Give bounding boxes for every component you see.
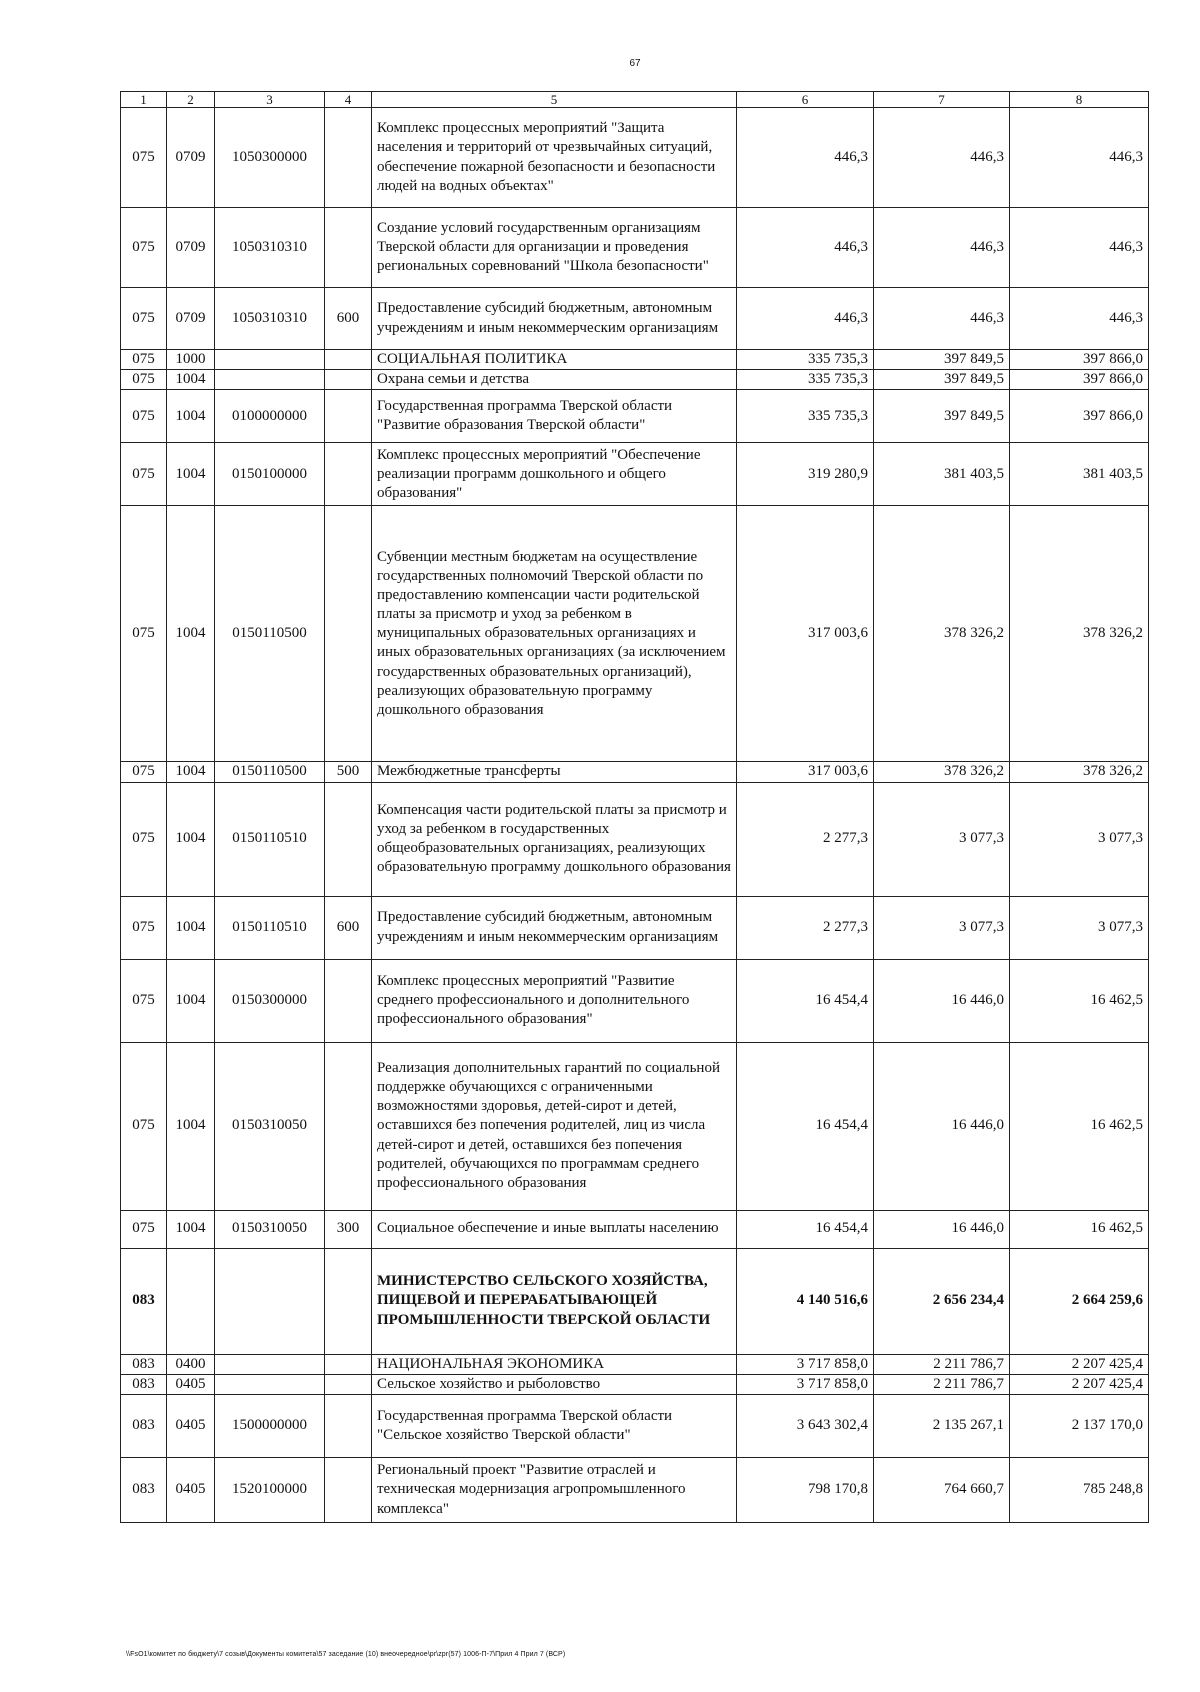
header-row — [121, 92, 1149, 108]
item-name-cell: НАЦИОНАЛЬНАЯ ЭКОНОМИКА — [372, 1354, 737, 1374]
table-row — [121, 762, 1149, 782]
table-row — [121, 370, 1149, 390]
target-article-cell: 0150310050 — [215, 1042, 325, 1210]
item-name-cell: Предоставление субсидий бюджетным, автономным учреждениям и иным некоммерческим организациям — [372, 896, 737, 959]
grbs-code-cell: 083 — [121, 1248, 167, 1354]
amount-col8-cell: 3 077,3 — [1010, 782, 1149, 896]
grbs-code-cell: 075 — [121, 762, 167, 782]
column-header: 4 — [325, 92, 372, 108]
grbs-code-cell: 075 — [121, 370, 167, 390]
item-name-cell: Государственная программа Тверской области "Развитие образования Тверской области" — [372, 390, 737, 443]
amount-col7-cell: 3 077,3 — [874, 782, 1010, 896]
grbs-code-cell: 075 — [121, 390, 167, 443]
item-name-cell: Сельское хозяйство и рыболовство — [372, 1374, 737, 1394]
table-row — [121, 443, 1149, 506]
expense-type-cell — [325, 1042, 372, 1210]
grbs-code-cell: 075 — [121, 959, 167, 1042]
section-code-cell: 1000 — [167, 350, 215, 370]
amount-col7-cell: 764 660,7 — [874, 1457, 1010, 1522]
grbs-code-cell: 075 — [121, 1210, 167, 1248]
item-name-cell: Субвенции местным бюджетам на осуществление государственных полномочий Тверской области по предоставлению компенсации части родительской платы за присмотр и уход за ребенком в муниципальных образовательных организациях и иных образовательных организациях (за исключением государственных образовательных организаций), реализующих образовательную программу дошкольного образования — [372, 506, 737, 762]
amount-col7-cell: 16 446,0 — [874, 1210, 1010, 1248]
section-code-cell: 0400 — [167, 1354, 215, 1374]
table-row — [121, 1354, 1149, 1374]
table-row — [121, 390, 1149, 443]
amount-col6-cell: 317 003,6 — [737, 762, 874, 782]
amount-col7-cell: 446,3 — [874, 288, 1010, 350]
table-row — [121, 1394, 1149, 1457]
item-name-cell: Комплекс процессных мероприятий "Развитие среднего профессионального и дополнительного профессионального образования" — [372, 959, 737, 1042]
section-code-cell: 1004 — [167, 762, 215, 782]
expense-type-cell — [325, 1248, 372, 1354]
amount-col8-cell: 381 403,5 — [1010, 443, 1149, 506]
amount-col7-cell: 16 446,0 — [874, 1042, 1010, 1210]
amount-col7-cell: 397 849,5 — [874, 390, 1010, 443]
amount-col7-cell: 2 135 267,1 — [874, 1394, 1010, 1457]
budget-table — [120, 91, 1149, 1523]
column-header: 8 — [1010, 92, 1149, 108]
item-name-cell: Компенсация части родительской платы за присмотр и уход за ребенком в государственных общеобразовательных организациях, реализующих образовательную программу дошкольного образования — [372, 782, 737, 896]
table-row — [121, 1042, 1149, 1210]
expense-type-cell: 600 — [325, 288, 372, 350]
amount-col6-cell: 4 140 516,6 — [737, 1248, 874, 1354]
amount-col6-cell: 335 735,3 — [737, 370, 874, 390]
amount-col8-cell: 378 326,2 — [1010, 506, 1149, 762]
grbs-code-cell: 075 — [121, 506, 167, 762]
column-header: 2 — [167, 92, 215, 108]
amount-col8-cell: 2 664 259,6 — [1010, 1248, 1149, 1354]
amount-col7-cell: 381 403,5 — [874, 443, 1010, 506]
item-name-cell: Комплекс процессных мероприятий "Защита населения и территорий от чрезвычайных ситуаций, обеспечение пожарной безопасности и безопасности людей на водных объектах" — [372, 108, 737, 208]
amount-col6-cell: 2 277,3 — [737, 782, 874, 896]
section-code-cell: 1004 — [167, 959, 215, 1042]
target-article-cell: 0100000000 — [215, 390, 325, 443]
table-row — [121, 1210, 1149, 1248]
section-code-cell: 0405 — [167, 1374, 215, 1394]
amount-col7-cell: 397 849,5 — [874, 350, 1010, 370]
item-name-cell: Комплекс процессных мероприятий "Обеспечение реализации программ дошкольного и общего образования" — [372, 443, 737, 506]
amount-col6-cell: 446,3 — [737, 288, 874, 350]
grbs-code-cell: 075 — [121, 208, 167, 288]
target-article-cell: 0150310050 — [215, 1210, 325, 1248]
amount-col7-cell: 378 326,2 — [874, 762, 1010, 782]
section-code-cell: 1004 — [167, 390, 215, 443]
amount-col7-cell: 3 077,3 — [874, 896, 1010, 959]
amount-col6-cell: 16 454,4 — [737, 1210, 874, 1248]
expense-type-cell — [325, 782, 372, 896]
amount-col8-cell: 446,3 — [1010, 288, 1149, 350]
target-article-cell — [215, 1374, 325, 1394]
amount-col8-cell: 16 462,5 — [1010, 1042, 1149, 1210]
table-row — [121, 959, 1149, 1042]
amount-col6-cell: 335 735,3 — [737, 390, 874, 443]
column-header: 3 — [215, 92, 325, 108]
grbs-code-cell: 075 — [121, 288, 167, 350]
target-article-cell: 1050310310 — [215, 288, 325, 350]
section-code-cell: 1004 — [167, 782, 215, 896]
target-article-cell: 0150110500 — [215, 762, 325, 782]
amount-col7-cell: 378 326,2 — [874, 506, 1010, 762]
section-code-cell: 1004 — [167, 506, 215, 762]
target-article-cell — [215, 350, 325, 370]
grbs-code-cell: 075 — [121, 782, 167, 896]
target-article-cell: 0150300000 — [215, 959, 325, 1042]
item-name-cell: Предоставление субсидий бюджетным, автономным учреждениям и иным некоммерческим организациям — [372, 288, 737, 350]
item-name-cell: Межбюджетные трансферты — [372, 762, 737, 782]
section-code-cell — [167, 1248, 215, 1354]
amount-col6-cell: 16 454,4 — [737, 1042, 874, 1210]
table-row — [121, 1248, 1149, 1354]
table-row — [121, 108, 1149, 208]
grbs-code-cell: 075 — [121, 896, 167, 959]
grbs-code-cell: 083 — [121, 1457, 167, 1522]
section-code-cell: 1004 — [167, 1210, 215, 1248]
expense-type-cell — [325, 208, 372, 288]
amount-col8-cell: 446,3 — [1010, 108, 1149, 208]
column-header: 5 — [372, 92, 737, 108]
section-code-cell: 1004 — [167, 1042, 215, 1210]
table-row — [121, 208, 1149, 288]
expense-type-cell: 600 — [325, 896, 372, 959]
expense-type-cell — [325, 959, 372, 1042]
target-article-cell: 1500000000 — [215, 1394, 325, 1457]
expense-type-cell — [325, 108, 372, 208]
table-row — [121, 896, 1149, 959]
amount-col6-cell: 2 277,3 — [737, 896, 874, 959]
grbs-code-cell: 075 — [121, 350, 167, 370]
amount-col6-cell: 16 454,4 — [737, 959, 874, 1042]
amount-col7-cell: 16 446,0 — [874, 959, 1010, 1042]
expense-type-cell: 300 — [325, 1210, 372, 1248]
target-article-cell: 1050300000 — [215, 108, 325, 208]
amount-col8-cell: 397 866,0 — [1010, 370, 1149, 390]
target-article-cell: 0150100000 — [215, 443, 325, 506]
amount-col6-cell: 3 717 858,0 — [737, 1374, 874, 1394]
amount-col8-cell: 785 248,8 — [1010, 1457, 1149, 1522]
section-code-cell: 0405 — [167, 1394, 215, 1457]
amount-col8-cell: 2 207 425,4 — [1010, 1374, 1149, 1394]
table-row — [121, 350, 1149, 370]
item-name-cell: Региональный проект "Развитие отраслей и техническая модернизация агропромышленного комплекса" — [372, 1457, 737, 1522]
item-name-cell: Государственная программа Тверской области "Сельское хозяйство Тверской области" — [372, 1394, 737, 1457]
expense-type-cell — [325, 370, 372, 390]
table-row — [121, 1374, 1149, 1394]
item-name-cell: Реализация дополнительных гарантий по социальной поддержке обучающихся с ограниченными возможностями здоровья, детей-сирот и детей, оставшихся без попечения родителей, лиц из числа детей-сирот и детей, оставшихся без попечения родителей, обучающихся по программам среднего профессионального образования — [372, 1042, 737, 1210]
amount-col8-cell: 378 326,2 — [1010, 762, 1149, 782]
section-code-cell: 1004 — [167, 370, 215, 390]
amount-col7-cell: 446,3 — [874, 108, 1010, 208]
amount-col8-cell: 446,3 — [1010, 208, 1149, 288]
table-row — [121, 782, 1149, 896]
item-name-cell: СОЦИАЛЬНАЯ ПОЛИТИКА — [372, 350, 737, 370]
section-code-cell: 1004 — [167, 896, 215, 959]
amount-col7-cell: 2 656 234,4 — [874, 1248, 1010, 1354]
expense-type-cell — [325, 506, 372, 762]
grbs-code-cell: 083 — [121, 1354, 167, 1374]
amount-col8-cell: 16 462,5 — [1010, 1210, 1149, 1248]
amount-col6-cell: 446,3 — [737, 208, 874, 288]
target-article-cell: 1050310310 — [215, 208, 325, 288]
item-name-cell: Социальное обеспечение и иные выплаты населению — [372, 1210, 737, 1248]
section-code-cell: 0405 — [167, 1457, 215, 1522]
amount-col6-cell: 317 003,6 — [737, 506, 874, 762]
section-code-cell: 0709 — [167, 108, 215, 208]
grbs-code-cell: 075 — [121, 108, 167, 208]
amount-col7-cell: 397 849,5 — [874, 370, 1010, 390]
item-name-cell: Создание условий государственным организациям Тверской области для организации и проведения региональных соревнований "Школа безопасности" — [372, 208, 737, 288]
target-article-cell — [215, 370, 325, 390]
page-number: 67 — [629, 58, 641, 69]
amount-col8-cell: 3 077,3 — [1010, 896, 1149, 959]
target-article-cell: 0150110500 — [215, 506, 325, 762]
item-name-cell: Охрана семьи и детства — [372, 370, 737, 390]
target-article-cell: 1520100000 — [215, 1457, 325, 1522]
grbs-code-cell: 075 — [121, 443, 167, 506]
footer-file-path: \\FsO1\комитет по бюджету\7 созыв\Документы комитета\57 заседание (10) внеочередное\pr\zpr(57) 1006-П-7\Прил 4 Прил 7 (ВСР) — [126, 1651, 566, 1658]
expense-type-cell: 500 — [325, 762, 372, 782]
grbs-code-cell: 083 — [121, 1374, 167, 1394]
amount-col6-cell: 798 170,8 — [737, 1457, 874, 1522]
expense-type-cell — [325, 1354, 372, 1374]
item-name-cell: МИНИСТЕРСТВО СЕЛЬСКОГО ХОЗЯЙСТВА, ПИЩЕВОЙ И ПЕРЕРАБАТЫВАЮЩЕЙ ПРОМЫШЛЕННОСТИ ТВЕРСКОЙ ОБЛАСТИ — [372, 1248, 737, 1354]
amount-col8-cell: 397 866,0 — [1010, 350, 1149, 370]
target-article-cell: 0150110510 — [215, 896, 325, 959]
grbs-code-cell: 075 — [121, 1042, 167, 1210]
section-code-cell: 1004 — [167, 443, 215, 506]
expense-type-cell — [325, 443, 372, 506]
amount-col8-cell: 2 207 425,4 — [1010, 1354, 1149, 1374]
column-header: 1 — [121, 92, 167, 108]
table-row — [121, 288, 1149, 350]
expense-type-cell — [325, 1374, 372, 1394]
target-article-cell — [215, 1248, 325, 1354]
amount-col7-cell: 446,3 — [874, 208, 1010, 288]
amount-col6-cell: 3 717 858,0 — [737, 1354, 874, 1374]
amount-col8-cell: 16 462,5 — [1010, 959, 1149, 1042]
column-header: 6 — [737, 92, 874, 108]
section-code-cell: 0709 — [167, 208, 215, 288]
expense-type-cell — [325, 390, 372, 443]
amount-col8-cell: 2 137 170,0 — [1010, 1394, 1149, 1457]
table-row — [121, 506, 1149, 762]
expense-type-cell — [325, 350, 372, 370]
expense-type-cell — [325, 1394, 372, 1457]
amount-col8-cell: 397 866,0 — [1010, 390, 1149, 443]
section-code-cell: 0709 — [167, 288, 215, 350]
amount-col6-cell: 3 643 302,4 — [737, 1394, 874, 1457]
expense-type-cell — [325, 1457, 372, 1522]
amount-col7-cell: 2 211 786,7 — [874, 1374, 1010, 1394]
target-article-cell — [215, 1354, 325, 1374]
grbs-code-cell: 083 — [121, 1394, 167, 1457]
amount-col6-cell: 446,3 — [737, 108, 874, 208]
amount-col7-cell: 2 211 786,7 — [874, 1354, 1010, 1374]
amount-col6-cell: 335 735,3 — [737, 350, 874, 370]
amount-col6-cell: 319 280,9 — [737, 443, 874, 506]
column-header: 7 — [874, 92, 1010, 108]
table-row — [121, 1457, 1149, 1522]
target-article-cell: 0150110510 — [215, 782, 325, 896]
